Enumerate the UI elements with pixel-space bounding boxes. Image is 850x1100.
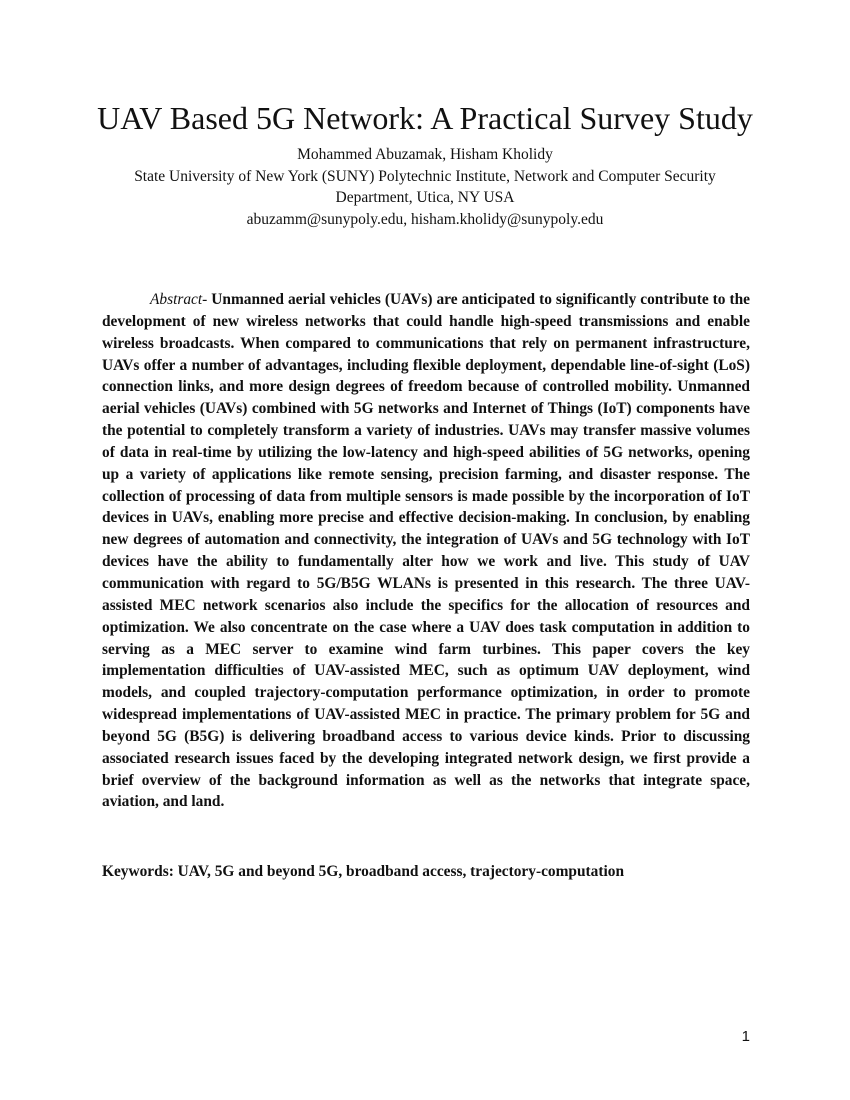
abstract-paragraph	[102, 289, 750, 813]
affiliation-line-1: State University of New York (SUNY) Polytechnic Institute, Network and Computer Security	[134, 167, 716, 185]
keywords: Keywords: UAV, 5G and beyond 5G, broadband access, trajectory-computation	[102, 863, 625, 880]
abstract-label: Abstract-	[150, 291, 208, 308]
abstract-text: Unmanned aerial vehicles (UAVs) are anticipated to significantly contribute to the development of new wireless networks that could handle high-speed transmissions and enable wireless broadcasts. When compared to communications that rely on permanent infrastructure, UAVs offer a number of advantages, including flexible deployment, dependable line-of-sight (LoS) connection links, and more design degrees of freedom because of controlled mobility. Unmanned aerial vehicles (UAVs) combined with 5G networks and Internet of Things (IoT) components have the potential to completely transform a variety of industries. UAVs may transfer massive volumes of data in real-time by utilizing the low-latency and high-speed abilities of 5G networks, opening up a variety of applications like remote sensing, precision farming, and disaster response. The collection of processing of data from multiple sensors is made possible by the incorporation of IoT devices in UAVs, enabling more precise and effective decision-making. In conclusion, by enabling new degrees of automation and connectivity, the integration of UAVs and 5G technology with IoT devices have the ability to fundamentally alter how we work and live. This study of UAV communication with regard to 5G/B5G WLANs is presented in this research. The three UAV-assisted MEC network scenarios also include the specifics for the allocation of resources and optimization. We also concentrate on the case where a UAV does task computation in addition to serving as a MEC server to examine wind farm turbines. This paper covers the key implementation difficulties of UAV-assisted MEC, such as optimum UAV deployment, wind models, and coupled trajectory-computation performance optimization, in order to promote widespread implementations of UAV-assisted MEC in practice. The primary problem for 5G and beyond 5G (B5G) is delivering broadband access to various device kinds. Prior to discussing associated research issues faced by the developing integrated network design, we first provide a brief overview of the background information as well as the networks that integrate space, aviation, and land.	[102, 291, 750, 811]
paper-title: UAV Based 5G Network: A Practical Survey Study	[97, 100, 753, 136]
paper-header	[60, 98, 790, 230]
page-number: 1	[741, 1028, 750, 1045]
authors: Mohammed Abuzamak, Hisham Kholidy	[297, 146, 553, 163]
author-emails: abuzamm@sunypoly.edu, hisham.kholidy@sunypoly.edu	[246, 210, 604, 228]
affiliation-line-2: Department, Utica, NY USA	[335, 189, 515, 206]
